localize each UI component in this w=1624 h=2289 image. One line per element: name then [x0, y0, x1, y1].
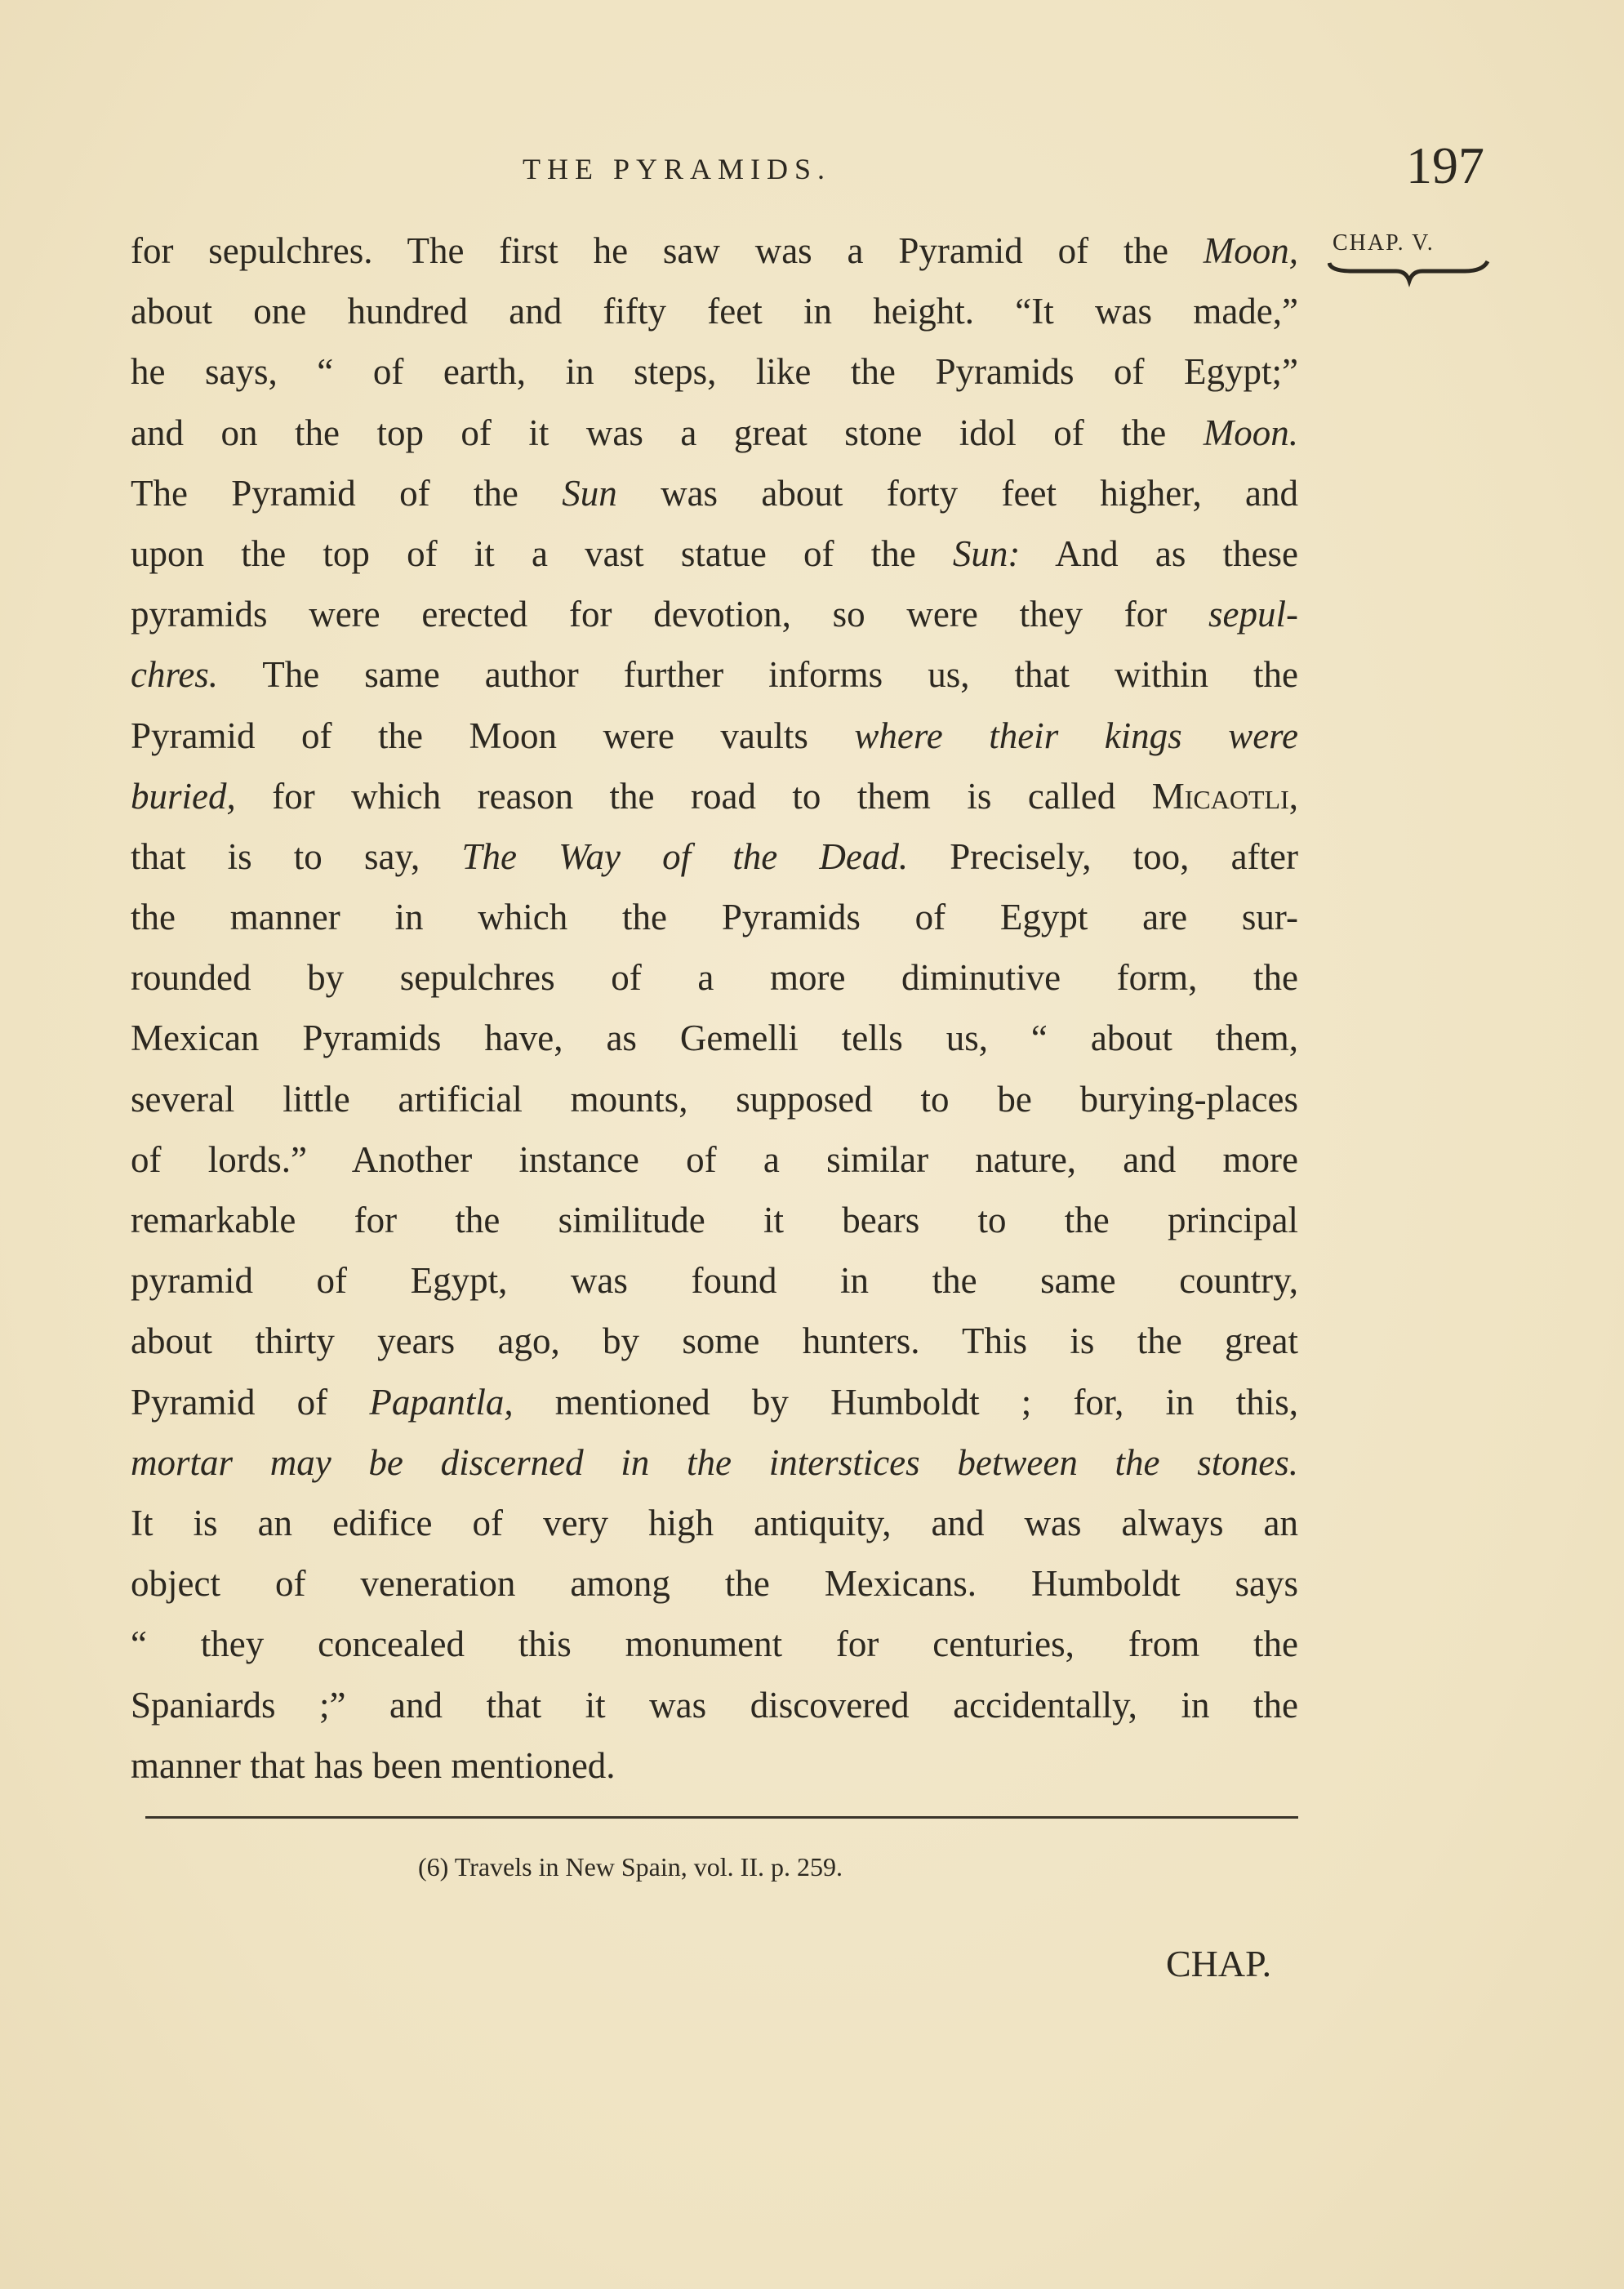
text-run: for sepulchres. The first he saw was a Pyramid of the	[131, 230, 1204, 271]
brace-icon	[1328, 258, 1491, 291]
text-run: for which reason the road to them is called	[235, 775, 1152, 817]
text-run: mentioned by Humboldt ; for, in this,	[513, 1381, 1298, 1423]
footnote: (6) Travels in New Spain, vol. II. p. 259.	[418, 1852, 843, 1882]
text-run: upon the top of it a vast statue of the	[131, 532, 953, 574]
italic-text: sepul-	[1208, 594, 1298, 635]
text-line	[131, 826, 1298, 887]
text-line	[131, 1190, 1298, 1250]
text-run: The Pyramid of the	[131, 472, 563, 514]
text-run: remarkable for the similitude it bears to the principal	[131, 1200, 1298, 1240]
text-line	[131, 1675, 1298, 1735]
body-text	[131, 220, 1298, 1796]
text-line	[131, 1735, 1298, 1796]
text-run: It is an edifice of very high antiquity, and was always an	[131, 1502, 1298, 1543]
text-line	[131, 341, 1298, 402]
text-line	[131, 1069, 1298, 1129]
italic-text: chres.	[131, 654, 219, 696]
text-line	[131, 1614, 1298, 1674]
text-run: Micaotli,	[1151, 775, 1298, 817]
text-run: he says, “ of earth, in steps, like the Pyramids of Egypt;”	[131, 351, 1298, 393]
text-run: pyramids were erected for devotion, so were they for	[131, 594, 1209, 635]
running-title: THE PYRAMIDS.	[523, 153, 832, 185]
text-run: Mexican Pyramids have, as Gemelli tells us, “ about them,	[131, 1018, 1298, 1059]
text-run: Pyramid of	[131, 1381, 370, 1423]
text-run: rounded by sepulchres of a more diminutive form, the	[131, 957, 1298, 999]
margin-note: CHAP. V.	[1333, 230, 1435, 256]
text-line	[131, 220, 1298, 281]
text-line	[131, 706, 1298, 766]
text-line	[131, 584, 1298, 644]
text-line	[131, 1008, 1298, 1068]
italic-text: Sun	[562, 472, 617, 514]
text-run: manner that has been mentioned.	[131, 1744, 616, 1786]
italic-text: Moon,	[1203, 230, 1298, 271]
text-line	[131, 644, 1298, 705]
text-run: that is to say,	[131, 835, 462, 877]
text-run: pyramid of Egypt, was found in the same country,	[131, 1260, 1298, 1302]
text-run: Pyramid of the Moon were vaults	[131, 715, 855, 756]
text-run: about thirty years ago, by some hunters. This is the great	[131, 1320, 1298, 1362]
text-run: was about forty feet higher, and	[616, 472, 1298, 514]
text-run: “ they concealed this monument for centuries, from the	[131, 1623, 1298, 1665]
text-run: of lords.” Another instance of a similar nature, and more	[131, 1138, 1298, 1180]
catchword: CHAP.	[1166, 1943, 1272, 1984]
text-line	[131, 1553, 1298, 1614]
text-line	[131, 887, 1298, 947]
text-run: and on the top of it was a great stone idol of the	[131, 412, 1204, 453]
text-line	[131, 1129, 1298, 1190]
italic-text: Papantla,	[369, 1381, 514, 1423]
text-line	[131, 1493, 1298, 1553]
text-run: Precisely, too, after	[908, 835, 1299, 877]
text-line	[131, 947, 1298, 1008]
text-line	[131, 523, 1298, 584]
italic-text: Moon.	[1203, 412, 1298, 453]
italic-text: where their kings were	[854, 715, 1298, 756]
italic-text: The Way of the Dead.	[461, 835, 909, 877]
italic-text: Sun:	[952, 532, 1021, 574]
page-number: 197	[1406, 136, 1484, 194]
text-run: about one hundred and fifty feet in height. “It was made,”	[131, 291, 1298, 332]
text-line	[131, 1311, 1298, 1371]
italic-text: mortar may be discerned in the interstices between the stones.	[131, 1441, 1298, 1483]
italic-text: buried,	[131, 775, 236, 817]
text-run: the manner in which the Pyramids of Egypt are sur-	[131, 897, 1298, 938]
text-line	[131, 281, 1298, 341]
text-line	[131, 403, 1298, 463]
text-line	[131, 463, 1298, 523]
text-line	[131, 1250, 1298, 1311]
text-line	[131, 1432, 1298, 1493]
text-line	[131, 1372, 1298, 1432]
text-run: object of veneration among the Mexicans. Humboldt says	[131, 1563, 1298, 1605]
text-run: Spaniards ;” and that it was discovered accidentally, in the	[131, 1684, 1298, 1726]
text-run: several little artificial mounts, supposed to be burying-places	[131, 1078, 1298, 1120]
text-line	[131, 766, 1298, 826]
footnote-rule	[145, 1816, 1298, 1819]
text-run: And as these	[1020, 532, 1298, 574]
text-run: The same author further informs us, that within the	[218, 654, 1298, 696]
